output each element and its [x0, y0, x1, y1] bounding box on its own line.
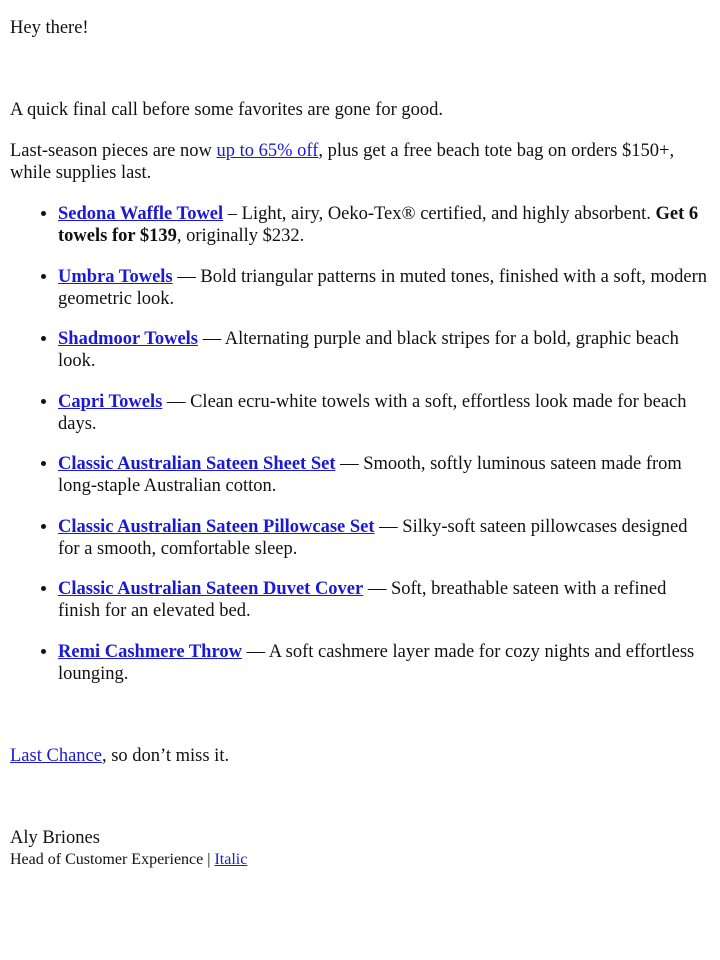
last-chance-link[interactable]: Last Chance: [10, 745, 102, 766]
company-link[interactable]: Italic: [214, 850, 248, 868]
list-item: [58, 453, 710, 497]
item-separator: —: [335, 454, 364, 474]
sale-link[interactable]: up to 65% off: [216, 141, 319, 161]
list-item: [58, 391, 710, 435]
product-link-sateen-pillowcase-set[interactable]: Classic Australian Sateen Pillowcase Set: [58, 516, 375, 537]
signature-title: [10, 849, 710, 871]
list-item: [58, 578, 710, 622]
item-description: Clean ecru-white towels with a soft, effortless look made for beach days.: [58, 391, 687, 434]
closing-paragraph: [10, 745, 710, 767]
item-separator: —: [241, 641, 269, 662]
product-link-remi-cashmere-throw[interactable]: Remi Cashmere Throw: [58, 641, 242, 662]
list-item: [58, 266, 710, 310]
item-description: Smooth, softly luminous sateen made from long-staple Australian cotton.: [58, 454, 682, 496]
item-separator: —: [198, 329, 225, 349]
list-item: [58, 328, 710, 372]
signature-name: Aly Briones: [10, 827, 100, 848]
product-link-capri-towels[interactable]: Capri Towels: [58, 391, 163, 412]
product-link-sedona-waffle-towel[interactable]: Sedona Waffle Towel: [58, 204, 224, 224]
sale-suffix: , plus get a free beach tote bag on orders $150+, while supplies last.: [10, 141, 675, 183]
signature: [10, 827, 710, 871]
signature-role: Head of Customer Experience |: [10, 850, 215, 868]
item-separator: —: [374, 516, 403, 537]
item-description: Bold triangular patterns in muted tones, finished with a soft, modern geometric look.: [58, 266, 707, 309]
item-original-price: , originally $232.: [176, 226, 305, 246]
item-description: Silky-soft sateen pillowcases designed for a smooth, comfortable sleep.: [58, 516, 688, 559]
closing-suffix: , so don’t miss it.: [101, 745, 230, 766]
item-description: Alternating purple and black stripes for a bold, graphic beach look.: [58, 329, 679, 371]
intro-text: A quick final call before some favorites are gone for good.: [10, 100, 444, 120]
product-list: [10, 203, 710, 685]
list-item: [58, 641, 710, 685]
item-separator: —: [363, 579, 391, 599]
item-separator: —: [172, 266, 201, 287]
list-item: [58, 203, 710, 247]
product-link-umbra-towels[interactable]: Umbra Towels: [58, 266, 173, 287]
item-description: Light, airy, Oeko-Tex® certified, and highly absorbent.: [241, 204, 656, 224]
product-link-sateen-sheet-set[interactable]: Classic Australian Sateen Sheet Set: [58, 454, 336, 474]
item-separator: —: [162, 391, 191, 412]
greeting: Hey there!: [10, 18, 89, 38]
sale-paragraph: [10, 140, 710, 184]
product-link-shadmoor-towels[interactable]: Shadmoor Towels: [58, 329, 198, 349]
item-offer: Get 6 towels for $139: [58, 204, 699, 246]
item-description: A soft cashmere layer made for cozy nights and effortless lounging.: [58, 641, 695, 684]
item-separator: –: [223, 204, 242, 224]
list-item: [58, 516, 710, 560]
item-description: Soft, breathable sateen with a refined finish for an elevated bed.: [58, 579, 667, 621]
product-link-sateen-duvet-cover[interactable]: Classic Australian Sateen Duvet Cover: [58, 579, 364, 599]
sale-prefix: Last-season pieces are now: [10, 141, 217, 161]
